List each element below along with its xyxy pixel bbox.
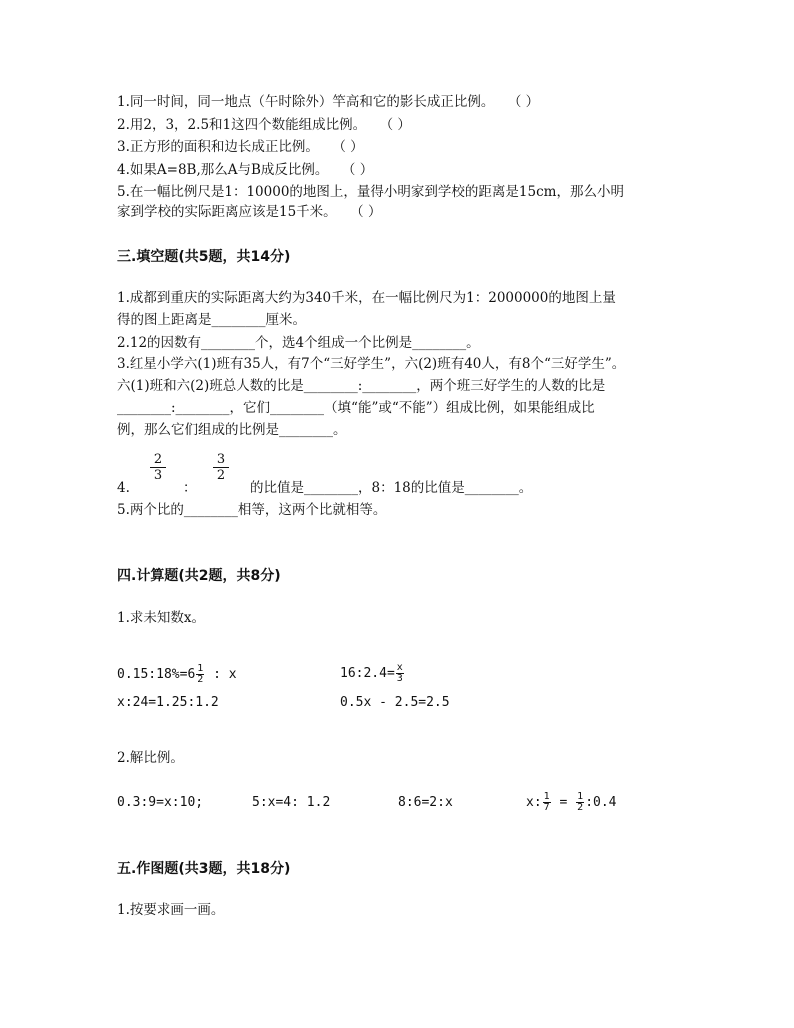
equation-2-left: 16:2.4= bbox=[340, 666, 395, 681]
proportion-3: 8:6=2:x bbox=[398, 795, 453, 810]
fill-q3-line2: 六(1)班和六(2)班总人数的比是________:________，两个班三好学生的人数的比是 bbox=[117, 378, 606, 394]
fill-q3-line1: 3.红星小学六(1)班有35人，有7个“三好学生”，六(2)班有40人，有8个“三好学生”。 bbox=[117, 356, 626, 372]
section5-title: 五.作图题(共3题，共18分) bbox=[117, 861, 291, 877]
calc-q1: 1.求未知数x。 bbox=[117, 610, 205, 626]
fraction-numerator: 3 bbox=[213, 452, 229, 468]
calc-q2: 2.解比例。 bbox=[117, 750, 184, 766]
fill-q5: 5.两个比的________相等，这两个比就相等。 bbox=[117, 502, 387, 518]
fraction-denominator: 3 bbox=[153, 468, 163, 483]
judge-q5-line1: 5.在一幅比例尺是1：10000的地图上，量得小明家到学校的距离是15cm，那么小明 bbox=[117, 184, 624, 200]
equation-2 bbox=[340, 663, 405, 684]
fill-q4-prefix: 4. bbox=[117, 480, 130, 496]
equation-4: 0.5x - 2.5=2.5 bbox=[340, 695, 450, 710]
fill-q4-fraction-1 bbox=[150, 452, 166, 483]
judge-q4: 4.如果A=8B,那么A与B成反比例。 （ ） bbox=[117, 162, 374, 178]
fraction-denominator: 2 bbox=[577, 802, 584, 813]
section4-title: 四.计算题(共2题，共8分) bbox=[117, 568, 281, 584]
fill-q4-fraction-2 bbox=[213, 452, 229, 483]
fill-q2: 2.12的因数有________个，选4个组成一个比例是________。 bbox=[117, 335, 480, 351]
proportion-4-left: x: bbox=[526, 795, 542, 810]
fill-q3-line4: 例，那么它们组成的比例是________。 bbox=[117, 422, 347, 438]
equation-1 bbox=[117, 664, 237, 685]
judge-q3: 3.正方形的面积和边长成正比例。 （ ） bbox=[117, 139, 364, 155]
proportion-2: 5:x=4: 1.2 bbox=[252, 795, 331, 810]
fraction-numerator: 2 bbox=[150, 452, 166, 468]
proportion-4-right: :0.4 bbox=[585, 795, 617, 810]
fill-q4-colon: ： bbox=[183, 480, 197, 496]
fill-q1-line1: 1.成都到重庆的实际距离大约为340千米，在一幅比例尺为1：2000000的地图上量 bbox=[117, 290, 616, 306]
proportion-4 bbox=[526, 792, 617, 813]
judge-q1: 1.同一时间，同一地点（午时除外）竿高和它的影长成正比例。 （ ） bbox=[117, 94, 540, 110]
proportion-4-fraction-1 bbox=[543, 792, 551, 813]
equation-2-fraction bbox=[396, 663, 404, 684]
section3-title: 三.填空题(共5题，共14分) bbox=[117, 249, 291, 265]
fraction-numerator: 1 bbox=[543, 791, 550, 802]
fraction-denominator: 2 bbox=[216, 468, 226, 483]
judge-q5-line2: 家到学校的实际距离应该是15千米。 （ ） bbox=[117, 204, 382, 220]
proportion-4-fraction-2 bbox=[576, 792, 584, 813]
fraction-numerator: x bbox=[396, 662, 403, 673]
draw-q1: 1.按要求画一画。 bbox=[117, 902, 225, 918]
fill-q3-line3: ________:________，它们________（填“能”或“不能”）组成比例，如果能组成比 bbox=[117, 400, 595, 416]
proportion-4-equals: = bbox=[551, 795, 576, 810]
judge-q2: 2.用2，3，2.5和1这四个数能组成比例。 （ ） bbox=[117, 117, 411, 133]
fill-q1-line2: 得的图上距离是________厘米。 bbox=[117, 312, 306, 328]
fraction-denominator: 3 bbox=[396, 673, 403, 684]
fraction-denominator: 2 bbox=[197, 674, 204, 685]
equation-1-left: 0.15:18%=6 bbox=[117, 667, 196, 682]
equation-1-fraction bbox=[196, 664, 204, 685]
fill-q4-text: 的比值是________，8：18的比值是________。 bbox=[250, 480, 533, 496]
equation-3: x:24=1.25:1.2 bbox=[117, 695, 219, 710]
fraction-denominator: 7 bbox=[543, 802, 550, 813]
fraction-numerator: 1 bbox=[197, 663, 204, 674]
proportion-1: 0.3:9=x:10; bbox=[117, 795, 204, 810]
fraction-numerator: 1 bbox=[577, 791, 584, 802]
equation-1-right: : x bbox=[213, 667, 237, 682]
